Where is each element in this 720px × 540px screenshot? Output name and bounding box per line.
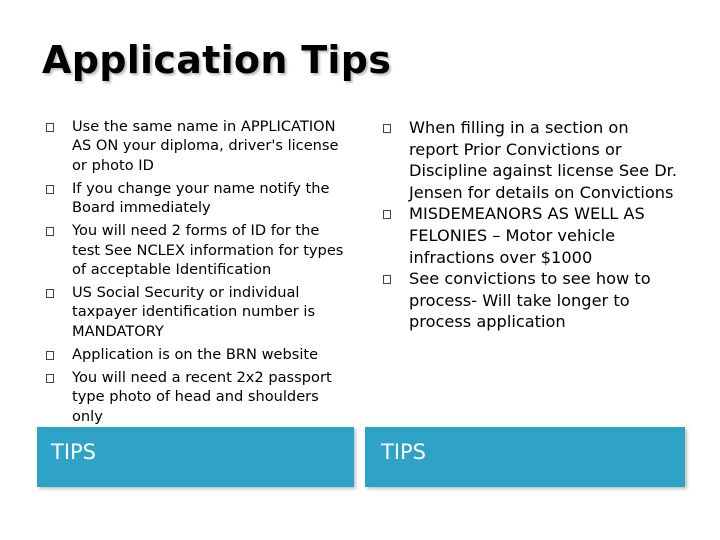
list-item-text: If you change your name notify the Board immediately: [72, 179, 330, 217]
left-column: [46, 117, 352, 430]
list-item: [46, 117, 352, 175]
list-item: [383, 117, 683, 203]
list-item: [46, 283, 352, 341]
right-tips-banner: TIPS: [365, 427, 685, 487]
slide-title: Application Tips: [42, 38, 392, 82]
square-bullet-icon: [46, 289, 54, 298]
list-item-text: MISDEMEANORS AS WELL AS FELONIES – Motor vehicle infractions over $1000: [409, 204, 645, 267]
list-item-text: US Social Security or individual taxpayer identification number is MANDATORY: [72, 284, 316, 340]
list-item-text: You will need a recent 2x2 passport type photo of head and shoulders only: [72, 368, 332, 425]
list-item: [46, 345, 352, 364]
list-item-text: Application is on the BRN website: [72, 345, 319, 363]
right-bullet-list: [383, 117, 683, 333]
square-bullet-icon: [46, 123, 54, 132]
square-bullet-icon: [46, 185, 54, 194]
square-bullet-icon: [46, 227, 54, 236]
square-bullet-icon: [46, 374, 54, 383]
right-column: [383, 117, 683, 333]
list-item-text: When filling in a section on report Prior Convictions or Discipline against license See Dr. Jensen for details on Convictions: [409, 118, 677, 202]
square-bullet-icon: [383, 210, 391, 219]
square-bullet-icon: [383, 275, 391, 284]
square-bullet-icon: [383, 124, 391, 133]
list-item: [46, 221, 352, 279]
list-item-text: You will need 2 forms of ID for the test See NCLEX information for types of acceptable Identification: [72, 222, 344, 279]
list-item: [46, 368, 352, 426]
list-item-text: Use the same name in APPLICATION AS ON your diploma, driver's license or photo ID: [72, 118, 339, 174]
left-bullet-list: [46, 117, 352, 426]
list-item: [383, 268, 683, 333]
list-item: [383, 203, 683, 268]
list-item-text: See convictions to see how to process- Will take longer to process application: [409, 269, 651, 332]
list-item: [46, 179, 352, 218]
left-tips-banner: TIPS: [37, 427, 354, 487]
square-bullet-icon: [46, 351, 54, 360]
